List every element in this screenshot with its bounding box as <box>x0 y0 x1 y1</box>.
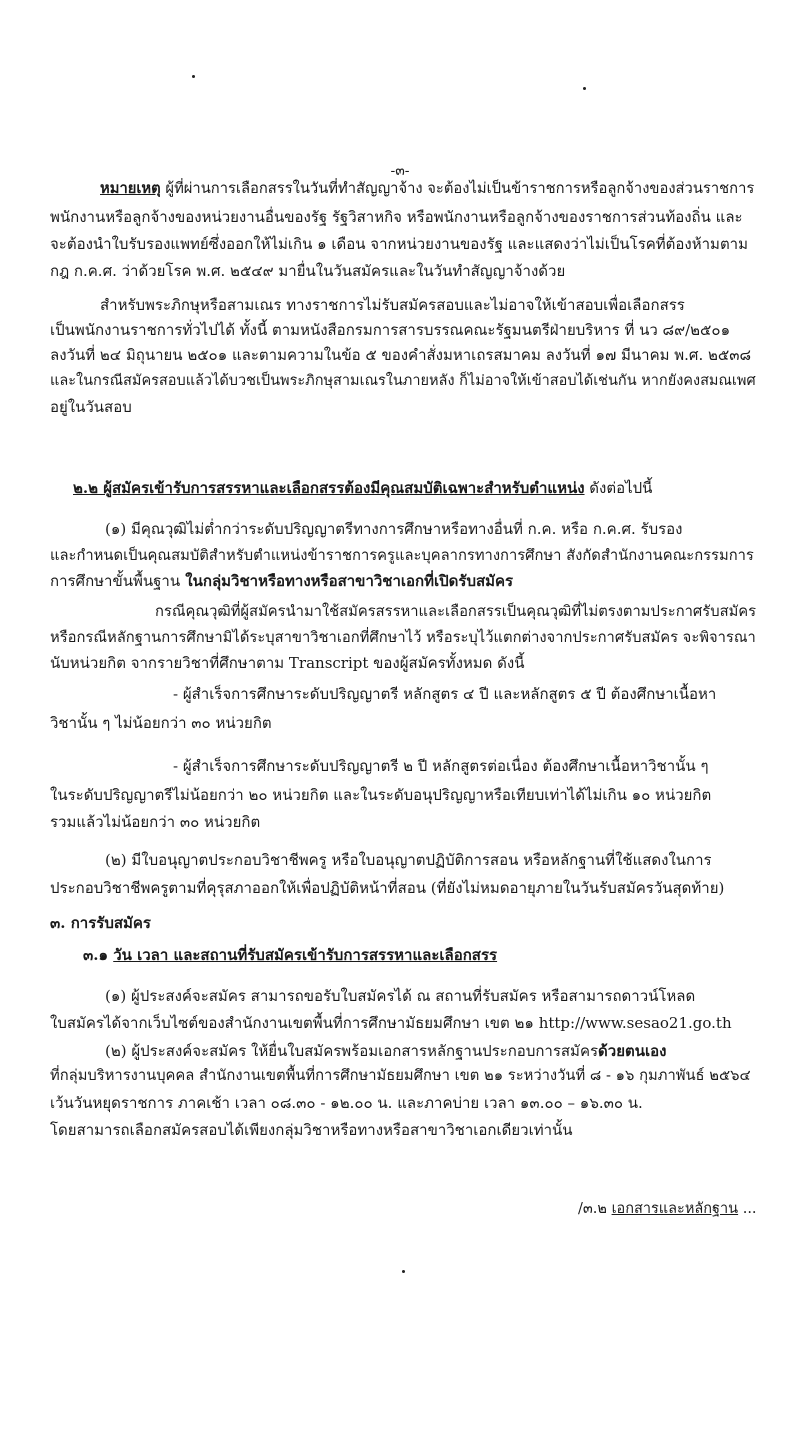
s22-item1-line-1: (๑) มีคุณวุฒิไม่ต่ำกว่าระดับปริญญาตรีทางการศึกษาหรือทางอื่นที่ ก.ค. หรือ ก.ค.ศ. รับรอง <box>105 520 683 538</box>
note-line-1: หมายเหตุ ผู้ที่ผ่านการเลือกสรรในวันที่ทำสัญญาจ้าง จะต้องไม่เป็นข้าราชการหรือลูกจ้างของส่วนราชการ <box>100 180 755 197</box>
s22-case-line-3: นับหน่วยกิต จากรายวิชาที่ศึกษาตาม Transcript ของผู้สมัครทั้งหมด ดังนี้ <box>50 654 525 672</box>
scan-speck <box>583 87 586 90</box>
s3-item1-line-2: ใบสมัครได้จากเว็บไซต์ของสำนักงานเขตพื้นที่การศึกษามัธยมศึกษา เขต ๒๑ http://www.sesao21.go.th <box>50 1014 732 1032</box>
section-3-1-heading: ๓.๑ วัน เวลา และสถานที่รับสมัครเข้ารับการสรรหาและเลือกสรร <box>83 946 498 964</box>
continuation-reference: /๓.๒ เอกสารและหลักฐาน ... <box>578 1201 757 1217</box>
scan-speck <box>192 75 195 78</box>
section-2-2-heading: ๒.๒ ผู้สมัครเข้ารับการสรรหาและเลือกสรรต้องมีคุณสมบัติเฉพาะสำหรับตำแหน่ง ดังต่อไปนี้ <box>73 479 653 497</box>
s3-item1-line-1: (๑) ผู้ประสงค์จะสมัคร สามารถขอรับใบสมัครได้ ณ สถานที่รับสมัคร หรือสามารถดาวน์โหลด <box>105 987 696 1005</box>
s22-bullet1-line-2: วิชานั้น ๆ ไม่น้อยกว่า ๓๐ หน่วยกิต <box>50 714 272 732</box>
note-line-2: พนักงานหรือลูกจ้างของหน่วยงานอื่นของรัฐ รัฐวิสาหกิจ หรือพนักงานหรือลูกจ้างของราชการส่วนท้องถิ่น และ <box>50 208 743 226</box>
s22-item1-line-2: และกำหนดเป็นคุณสมบัติสำหรับตำแหน่งข้าราชการครูและบุคลากรทางการศึกษา สังกัดสำนักงานคณะกรรมการ <box>50 547 754 564</box>
continuation-link: เอกสารและหลักฐาน <box>611 1201 739 1217</box>
s3-item2-line-1: (๒) ผู้ประสงค์จะสมัคร ให้ยื่นใบสมัครพร้อมเอกสารหลักฐานประกอบการสมัครด้วยตนเอง <box>105 1042 667 1060</box>
s3-item2-line-2: ที่กลุ่มบริหารงานบุคคล สำนักงานเขตพื้นที่การศึกษามัธยมศึกษา เขต ๒๑ ระหว่างวันที่ ๘ - ๑๖ กุมภาพันธ์ ๒๕๖๔ <box>50 1067 751 1084</box>
s22-bullet2-line-3: รวมแล้วไม่น้อยกว่า ๓๐ หน่วยกิต <box>50 813 261 831</box>
s22-item1-line-3: การศึกษาขั้นพื้นฐาน ในกลุ่มวิชาหรือทางหรือสาขาวิชาเอกที่เปิดรับสมัคร <box>50 572 514 590</box>
monk-line-2: เป็นพนักงานราชการทั่วไปได้ ทั้งนี้ ตามหนังสือกรมการสารบรรณคณะรัฐมนตรีฝ่ายบริหาร ที่ นว ๘๙/๒๕๐๑ <box>50 321 731 339</box>
s22-bullet2-line-2: ในระดับปริญญาตรีไม่น้อยกว่า ๒๐ หน่วยกิต และในระดับอนุปริญญาหรือเทียบเท่าได้ไม่เกิน ๑๐ หน่วยกิต <box>50 786 712 804</box>
monk-line-5: อยู่ในวันสอบ <box>50 398 132 416</box>
monk-line-4: และในกรณีสมัครสอบแล้วได้บวชเป็นพระภิกษุสามเณรในภายหลัง ก็ไม่อาจให้เข้าสอบได้เช่นกัน หากยังคงสมณเพศ <box>50 373 756 389</box>
s22-bullet1-line-1: - ผู้สำเร็จการศึกษาระดับปริญญาตรี หลักสูตร ๔ ปี และหลักสูตร ๕ ปี ต้องศึกษาเนื้อหา <box>173 685 717 703</box>
monk-line-1: สำหรับพระภิกษุหรือสามเณร ทางราชการไม่รับสมัครสอบและไม่อาจให้เข้าสอบเพื่อเลือกสรร <box>100 296 685 314</box>
s22-bullet2-line-1: - ผู้สำเร็จการศึกษาระดับปริญญาตรี ๒ ปี หลักสูตรต่อเนื่อง ต้องศึกษาเนื้อหาวิชานั้น ๆ <box>173 757 709 775</box>
s22-case-line-2: หรือกรณีหลักฐานการศึกษามิได้ระบุสาขาวิชาเอกที่ศึกษาไว้ หรือระบุไว้แตกต่างจากประกาศรับสมัคร จะพิจารณา <box>50 629 756 646</box>
monk-line-3: ลงวันที่ ๒๔ มิถุนายน ๒๕๐๑ และตามความในข้อ ๕ ของคำสั่งมหาเถรสมาคม ลงวันที่ ๑๗ มีนาคม พ.ศ. ๒๕๓๘ <box>50 346 752 364</box>
note-line-4: กฎ ก.ค.ศ. ว่าด้วยโรค พ.ศ. ๒๕๔๙ มายื่นในวันสมัครและในวันทำสัญญาจ้างด้วย <box>50 262 566 280</box>
section-3-heading: ๓. การรับสมัคร <box>50 914 151 932</box>
s22-item2-line-2: ประกอบวิชาชีพครูตามที่คุรุสภาออกให้เพื่อปฏิบัติหน้าที่สอน (ที่ยังไม่หมดอายุภายในวันรับสมัครวันสุดท้าย) <box>50 879 725 897</box>
s3-item2-line-4: โดยสามารถเลือกสมัครสอบได้เพียงกลุ่มวิชาหรือทางหรือสาขาวิชาเอกเดียวเท่านั้น <box>50 1121 573 1139</box>
page-number: -๓- <box>390 163 410 179</box>
s22-case-line-1: กรณีคุณวุฒิที่ผู้สมัครนำมาใช้สมัครสรรหาและเลือกสรรเป็นคุณวุฒิที่ไม่ตรงตามประกาศรับสมัคร <box>155 603 757 620</box>
note-line-3: จะต้องนำใบรับรองแพทย์ซึ่งออกให้ไม่เกิน ๑ เดือน จากหน่วยงานของรัฐ และแสดงว่าไม่เป็นโรคที่ต้องห้ามตาม <box>50 235 748 253</box>
scan-speck <box>402 1270 405 1273</box>
note-label: หมายเหตุ <box>100 180 161 197</box>
s3-item2-line-3: เว้นวันหยุดราชการ ภาคเช้า เวลา ๐๘.๓๐ - ๑๒.๐๐ น. และภาคบ่าย เวลา ๑๓.๐๐ – ๑๖.๓๐ น. <box>50 1094 643 1112</box>
s22-item2-line-1: (๒) มีใบอนุญาตประกอบวิชาชีพครู หรือใบอนุญาตปฏิบัติการสอน หรือหลักฐานที่ใช้แสดงในการ <box>105 851 712 869</box>
